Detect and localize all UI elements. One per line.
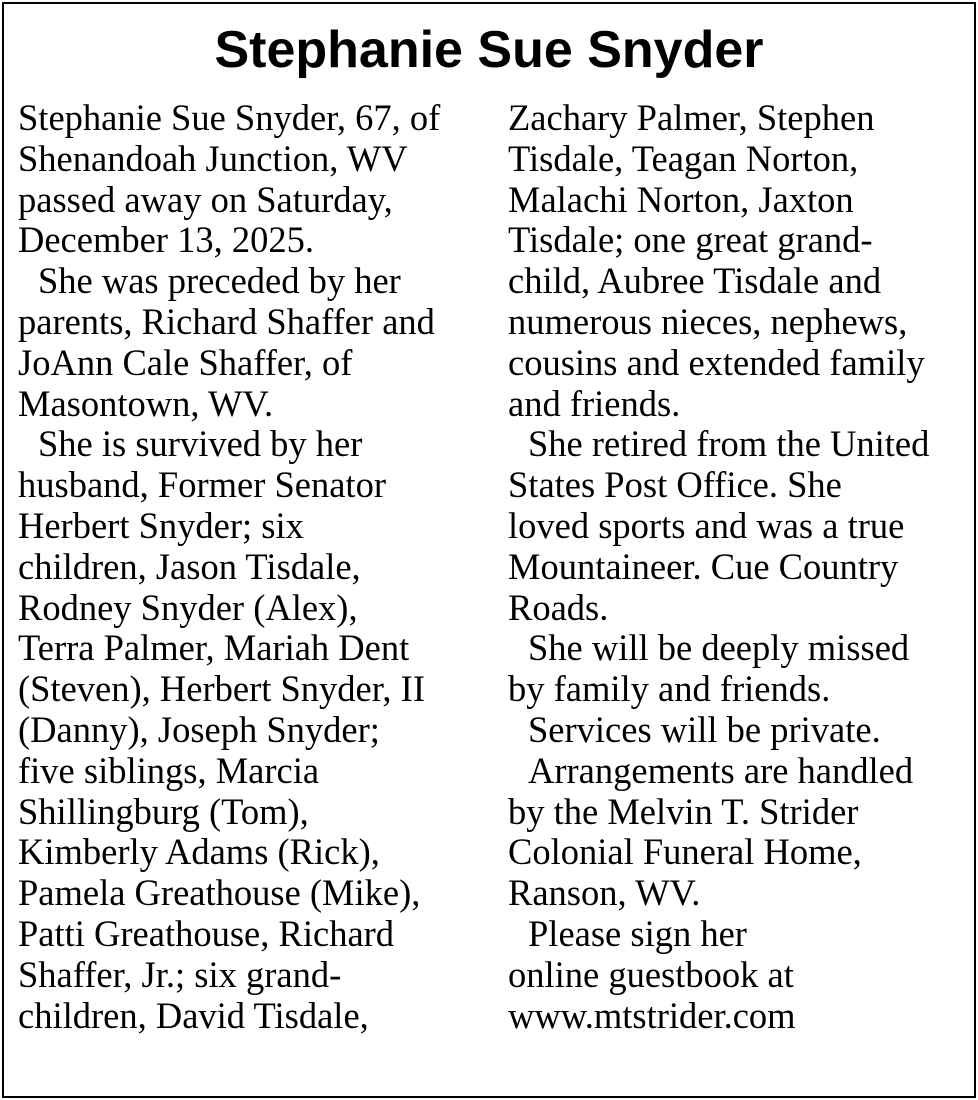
obituary-text-line: Arrangements are handled bbox=[528, 749, 914, 791]
obituary-text-line: Patti Greathouse, Richard bbox=[18, 912, 395, 954]
obituary-text-line: Colonial Funeral Home, bbox=[508, 831, 862, 873]
obituary-text-line: Please sign her bbox=[528, 912, 747, 954]
obituary-text-line: Mountaineer. Cue Country bbox=[508, 545, 899, 587]
obituary-text-line: She is survived by her bbox=[38, 423, 363, 465]
obituary-text-line: loved sports and was a true bbox=[508, 504, 905, 546]
obituary-text-line: JoAnn Cale Shaffer, of bbox=[18, 341, 353, 383]
obituary-text-line: Terra Palmer, Mariah Dent bbox=[18, 627, 410, 669]
obituary-text-line: Malachi Norton, Jaxton bbox=[508, 178, 854, 220]
obituary-text-line: Herbert Snyder; six bbox=[18, 504, 304, 546]
obituary-text-line: by the Melvin T. Strider bbox=[508, 790, 859, 832]
obituary-text-line: Masontown, WV. bbox=[18, 382, 274, 424]
obituary-text-line: passed away on Saturday, bbox=[18, 178, 393, 220]
obituary-text-line: Zachary Palmer, Stephen bbox=[508, 97, 875, 138]
obituary-text-line: Rodney Snyder (Alex), bbox=[18, 586, 358, 628]
obituary-text-line: parents, Richard Shaffer and bbox=[18, 300, 435, 342]
obituary-text-line: (Danny), Joseph Snyder; bbox=[18, 708, 380, 750]
obituary-title: Stephanie Sue Snyder bbox=[214, 21, 764, 79]
obituary-text-line: Tisdale; one great grand- bbox=[508, 219, 873, 261]
obituary-text-line: States Post Office. She bbox=[508, 464, 842, 506]
obituary-text-line: child, Aubree Tisdale and bbox=[508, 260, 882, 302]
obituary-text-line: (Steven), Herbert Snyder, II bbox=[18, 668, 425, 710]
obituary-text-line: husband, Former Senator bbox=[18, 464, 386, 506]
obituary-text-line: She was preceded by her bbox=[38, 260, 401, 302]
obituary-text-line: by family and friends. bbox=[508, 668, 831, 710]
obituary-text-line: children, David Tisdale, bbox=[18, 994, 369, 1036]
right-text-column bbox=[508, 98, 970, 1036]
obituary-text-line: Services will be private. bbox=[528, 708, 881, 750]
left-text-column bbox=[18, 98, 488, 1036]
obituary-text-line: Ranson, WV. bbox=[508, 872, 701, 914]
obituary-text-line: Roads. bbox=[508, 586, 609, 628]
obituary-text-line: Shillingburg (Tom), bbox=[18, 790, 309, 832]
obituary-text-line: and friends. bbox=[508, 382, 681, 424]
obituary-text-line: She will be deeply missed bbox=[528, 627, 910, 669]
obituary-text-line: Stephanie Sue Snyder, 67, of bbox=[18, 97, 441, 138]
obituary-text-line: Shaffer, Jr.; six grand- bbox=[18, 953, 342, 995]
obituary-text-line: online guestbook at bbox=[508, 953, 794, 995]
obituary-text-line: Kimberly Adams (Rick), bbox=[18, 831, 380, 873]
obituary-text-line: Tisdale, Teagan Norton, bbox=[508, 137, 859, 179]
obituary-text-line: www.mtstrider.com bbox=[508, 994, 796, 1036]
obituary-text-line: cousins and extended family bbox=[508, 341, 925, 383]
obituary-text-line: numerous nieces, nephews, bbox=[508, 300, 908, 342]
obituary-text-line: December 13, 2025. bbox=[18, 219, 314, 261]
obituary-text-line: Shenandoah Junction, WV bbox=[18, 137, 408, 179]
obituary-text-line: She retired from the United bbox=[528, 423, 930, 465]
obituary-text-line: Pamela Greathouse (Mike), bbox=[18, 872, 421, 914]
obituary-text-line: five siblings, Marcia bbox=[18, 749, 320, 791]
obituary-frame bbox=[2, 2, 976, 1098]
obituary-text-line: children, Jason Tisdale, bbox=[18, 545, 361, 587]
